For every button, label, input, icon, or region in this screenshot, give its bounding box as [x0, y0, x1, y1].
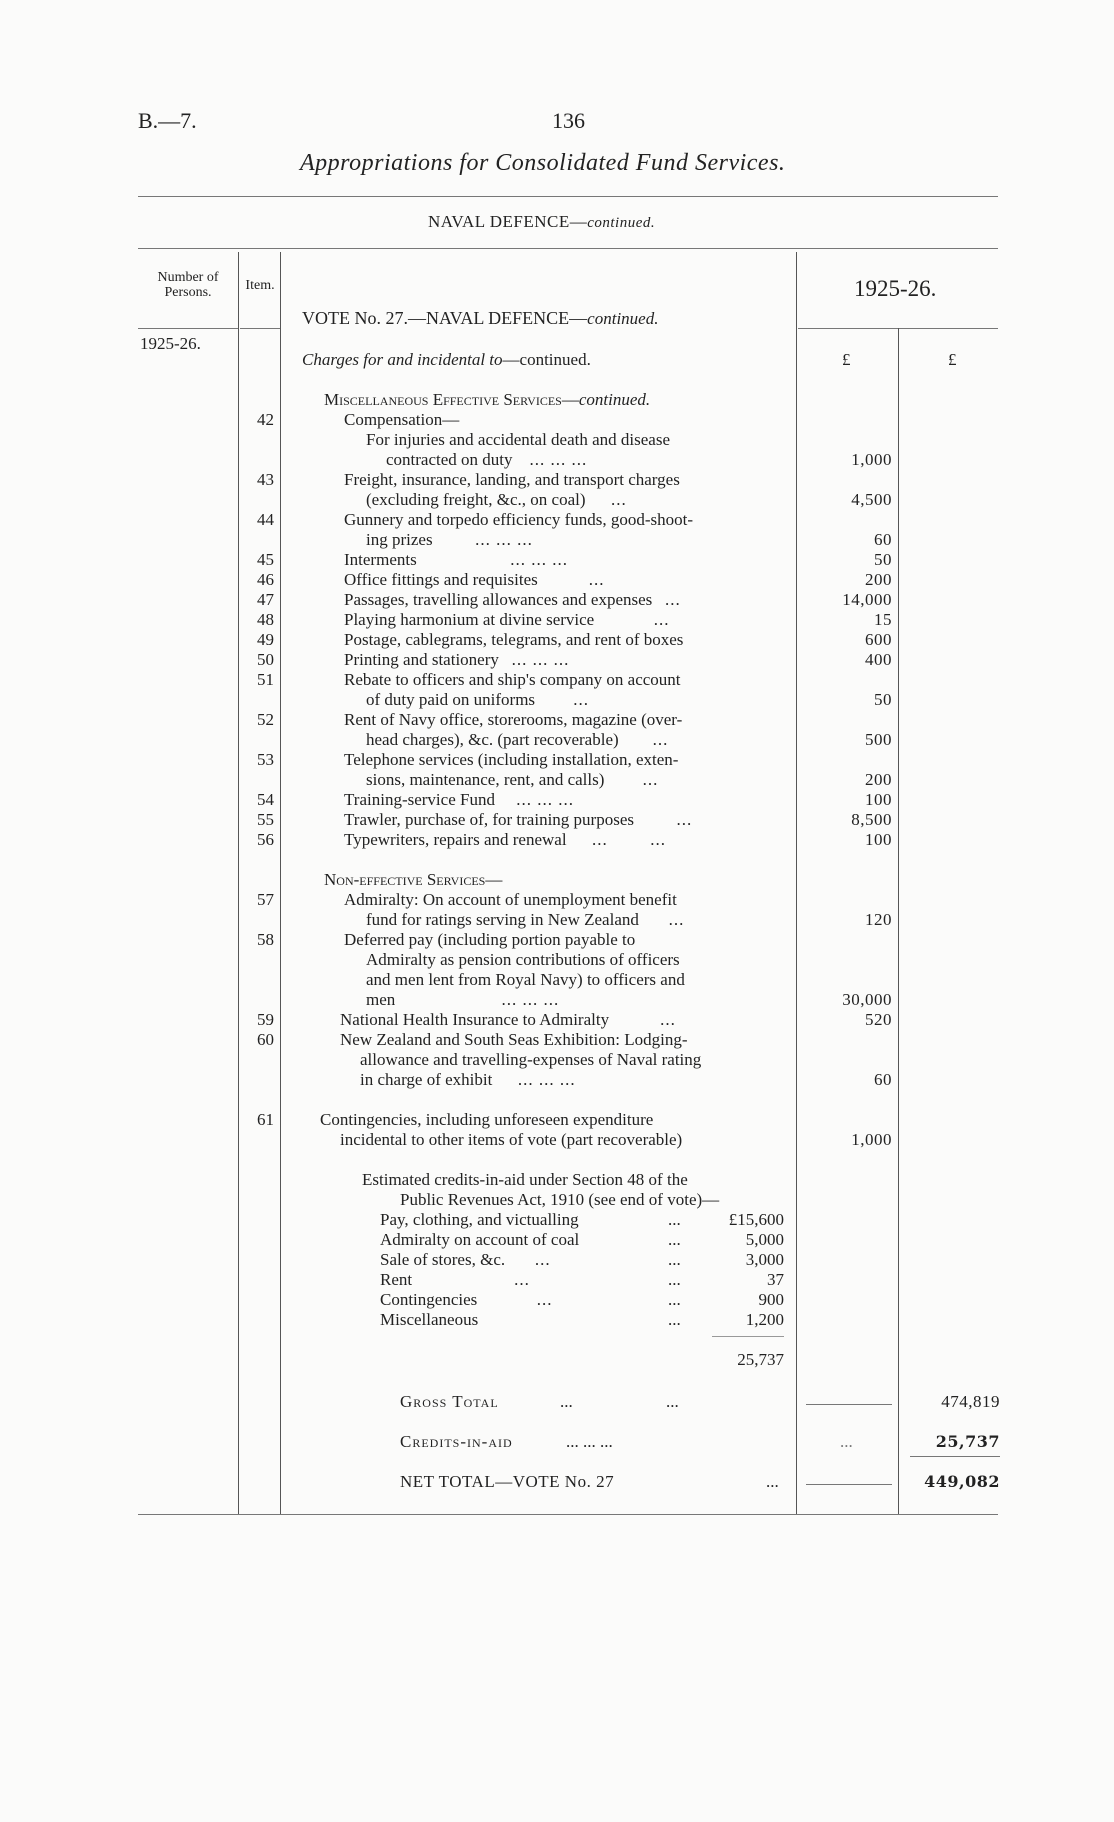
item-number: 52 [257, 710, 274, 729]
credit-label: Admiralty on account of coal [380, 1230, 580, 1249]
table-bottom-rule [138, 1514, 998, 1515]
credit-dots: ... [668, 1310, 681, 1329]
compensation-heading: Compensation— [344, 410, 460, 429]
column-rule-item [280, 252, 281, 1514]
item-description: Typewriters, repairs and renewal ... ... [344, 830, 667, 849]
pound-column-1: £ [842, 350, 851, 369]
credit-label: Rent ... [380, 1270, 530, 1289]
item-description: Rebate to officers and ship's company on account [344, 670, 681, 689]
item-description: Gunnery and torpedo efficiency funds, good-shoot- [344, 510, 694, 529]
credit-dots: ... [668, 1250, 681, 1269]
item-description: Admiralty: On account of unemployment benefit [344, 890, 677, 909]
pound-column-2: £ [948, 350, 957, 369]
credit-dots: ... [668, 1230, 681, 1249]
item-number: 47 [257, 590, 274, 609]
amount: 400 [865, 650, 892, 669]
credits-dots: ... ... ... [566, 1432, 613, 1451]
amount: 60 [874, 1070, 892, 1089]
year-left: 1925-26. [140, 334, 201, 353]
amount: 50 [874, 690, 892, 709]
amount: 1,000 [851, 450, 892, 469]
item-description: ing prizes ... ... ... [366, 530, 533, 549]
page-number: 136 [552, 108, 585, 133]
item-description: in charge of exhibit ... ... ... [360, 1070, 576, 1089]
credits-intro: Estimated credits-in-aid under Section 48 of the [362, 1170, 688, 1189]
amount: 100 [865, 830, 892, 849]
item-description: Office fittings and requisites ... [344, 570, 605, 589]
item-description: Telephone services (including installation, exten- [344, 750, 679, 769]
item-description: Contingencies, including unforeseen expenditure [320, 1110, 654, 1129]
amount: 8,500 [851, 810, 892, 829]
item-number: 55 [257, 810, 274, 829]
credits-dots: ... [840, 1432, 853, 1451]
persons-header-rule [138, 328, 238, 329]
net-total-rule [910, 1456, 1000, 1457]
vote-heading: VOTE No. 27.—NAVAL DEFENCE—continued. [302, 308, 659, 328]
column-rule-persons [238, 252, 239, 1514]
credit-value: 37 [767, 1270, 784, 1289]
item-description: Interments ... ... ... [344, 550, 568, 569]
item-description: For injuries and accidental death and disease [366, 430, 670, 449]
item-description: Postage, cablegrams, telegrams, and rent of boxes [344, 630, 684, 649]
net-total-value: 449,082 [924, 1472, 1000, 1491]
item-description: Rent of Navy office, storerooms, magazine (over- [344, 710, 683, 729]
item-description: National Health Insurance to Admiralty ... [340, 1010, 676, 1029]
credit-value: £15,600 [728, 1210, 784, 1229]
item-description: of duty paid on uniforms ... [366, 690, 590, 709]
charges-heading: Charges for and incidental to—continued. [302, 350, 591, 369]
amount: 15 [874, 610, 892, 629]
gross-total-value: 474,819 [941, 1392, 1000, 1411]
credits-in-aid-label: Credits-in-aid [400, 1432, 513, 1451]
document-reference: B.—7. [138, 108, 197, 133]
item-number: 50 [257, 650, 274, 669]
credit-dots: ... [668, 1290, 681, 1309]
title-rule [138, 196, 998, 197]
item-number: 49 [257, 630, 274, 649]
net-dash [806, 1484, 892, 1485]
credit-label: Sale of stores, &c. ... [380, 1250, 551, 1269]
column-rule-description [796, 252, 797, 1514]
amount: 100 [865, 790, 892, 809]
item-number: 54 [257, 790, 274, 809]
item-number: 42 [257, 410, 274, 429]
credit-value: 1,200 [745, 1310, 784, 1329]
credits-sum-rule [712, 1336, 784, 1337]
misc-effective-heading: Miscellaneous Effective Services—continued. [324, 390, 651, 409]
gross-total-dots: ... [560, 1392, 573, 1411]
net-total-label: NET TOTAL—VOTE No. 27 [400, 1472, 615, 1491]
item-description: Playing harmonium at divine service ... [344, 610, 670, 629]
credit-label: Contingencies ... [380, 1290, 553, 1309]
item-description: sions, maintenance, rent, and calls) ... [366, 770, 659, 789]
item-description: Admiralty as pension contributions of officers [366, 950, 680, 969]
item-number: 61 [257, 1110, 274, 1129]
amount: 14,000 [842, 590, 892, 609]
item-description: Passages, travelling allowances and expenses ... [344, 590, 681, 609]
item-description: allowance and travelling-expenses of Naval rating [360, 1050, 702, 1069]
section-subtitle: NAVAL DEFENCE—continued. [428, 212, 656, 231]
amount: 520 [865, 1010, 892, 1029]
amount: 500 [865, 730, 892, 749]
column-rule-amounts [898, 328, 899, 1514]
credit-value: 900 [758, 1290, 784, 1309]
gross-total-dots: ... [666, 1392, 679, 1411]
item-number: 48 [257, 610, 274, 629]
credits-in-aid-value: 25,737 [935, 1432, 1000, 1451]
item-description: Training-service Fund ... ... ... [344, 790, 574, 809]
amount: 120 [865, 910, 892, 929]
year-header: 1925-26. [854, 276, 937, 301]
page-title: Appropriations for Consolidated Fund Services. [300, 150, 786, 176]
item-number: 58 [257, 930, 274, 949]
item-number: 59 [257, 1010, 274, 1029]
table-top-rule [138, 248, 998, 249]
amount: 1,000 [851, 1130, 892, 1149]
item-number: 51 [257, 670, 274, 689]
credit-value: 5,000 [745, 1230, 784, 1249]
item-description: Deferred pay (including portion payable to [344, 930, 636, 949]
item-description: New Zealand and South Seas Exhibition: Lodging- [340, 1030, 688, 1049]
credits-total: 25,737 [737, 1350, 784, 1369]
item-number: 57 [257, 890, 274, 909]
amount: 4,500 [851, 490, 892, 509]
number-of-persons-header: Number of Persons. [157, 270, 219, 300]
credit-label: Pay, clothing, and victualling [380, 1210, 579, 1229]
item-number: 56 [257, 830, 274, 849]
credits-intro: Public Revenues Act, 1910 (see end of vote)— [400, 1190, 720, 1209]
amount: 200 [865, 770, 892, 789]
gross-dash [806, 1404, 892, 1405]
credit-label: Miscellaneous [380, 1310, 479, 1329]
amount: 600 [865, 630, 892, 649]
item-header: Item. [245, 278, 275, 293]
item-description: and men lent from Royal Navy) to officers and [366, 970, 685, 989]
amount: 30,000 [842, 990, 892, 1009]
item-description: Printing and stationery ... ... ... [344, 650, 570, 669]
item-number: 53 [257, 750, 274, 769]
item-description: incidental to other items of vote (part recoverable) [340, 1130, 683, 1149]
item-header-rule [240, 328, 280, 329]
item-description: Freight, insurance, landing, and transport charges [344, 470, 680, 489]
item-description: men ... ... ... [366, 990, 560, 1009]
non-effective-heading: Non-effective Services— [324, 870, 503, 889]
credit-dots: ... [668, 1210, 681, 1229]
item-number: 45 [257, 550, 274, 569]
item-description: Trawler, purchase of, for training purposes ... [344, 810, 693, 829]
amount: 200 [865, 570, 892, 589]
item-description: (excluding freight, &c., on coal) ... [366, 490, 627, 509]
amount: 50 [874, 550, 892, 569]
amount: 60 [874, 530, 892, 549]
credit-dots: ... [668, 1270, 681, 1289]
item-number: 60 [257, 1030, 274, 1049]
item-number: 46 [257, 570, 274, 589]
gross-total-label: Gross Total [400, 1392, 499, 1411]
item-number: 43 [257, 470, 274, 489]
item-description: head charges), &c. (part recoverable) ... [366, 730, 669, 749]
item-description: fund for ratings serving in New Zealand ... [366, 910, 685, 929]
item-description: contracted on duty ... ... ... [386, 450, 588, 469]
net-total-dots: ... [766, 1472, 779, 1491]
item-number: 44 [257, 510, 274, 529]
credit-value: 3,000 [745, 1250, 784, 1269]
